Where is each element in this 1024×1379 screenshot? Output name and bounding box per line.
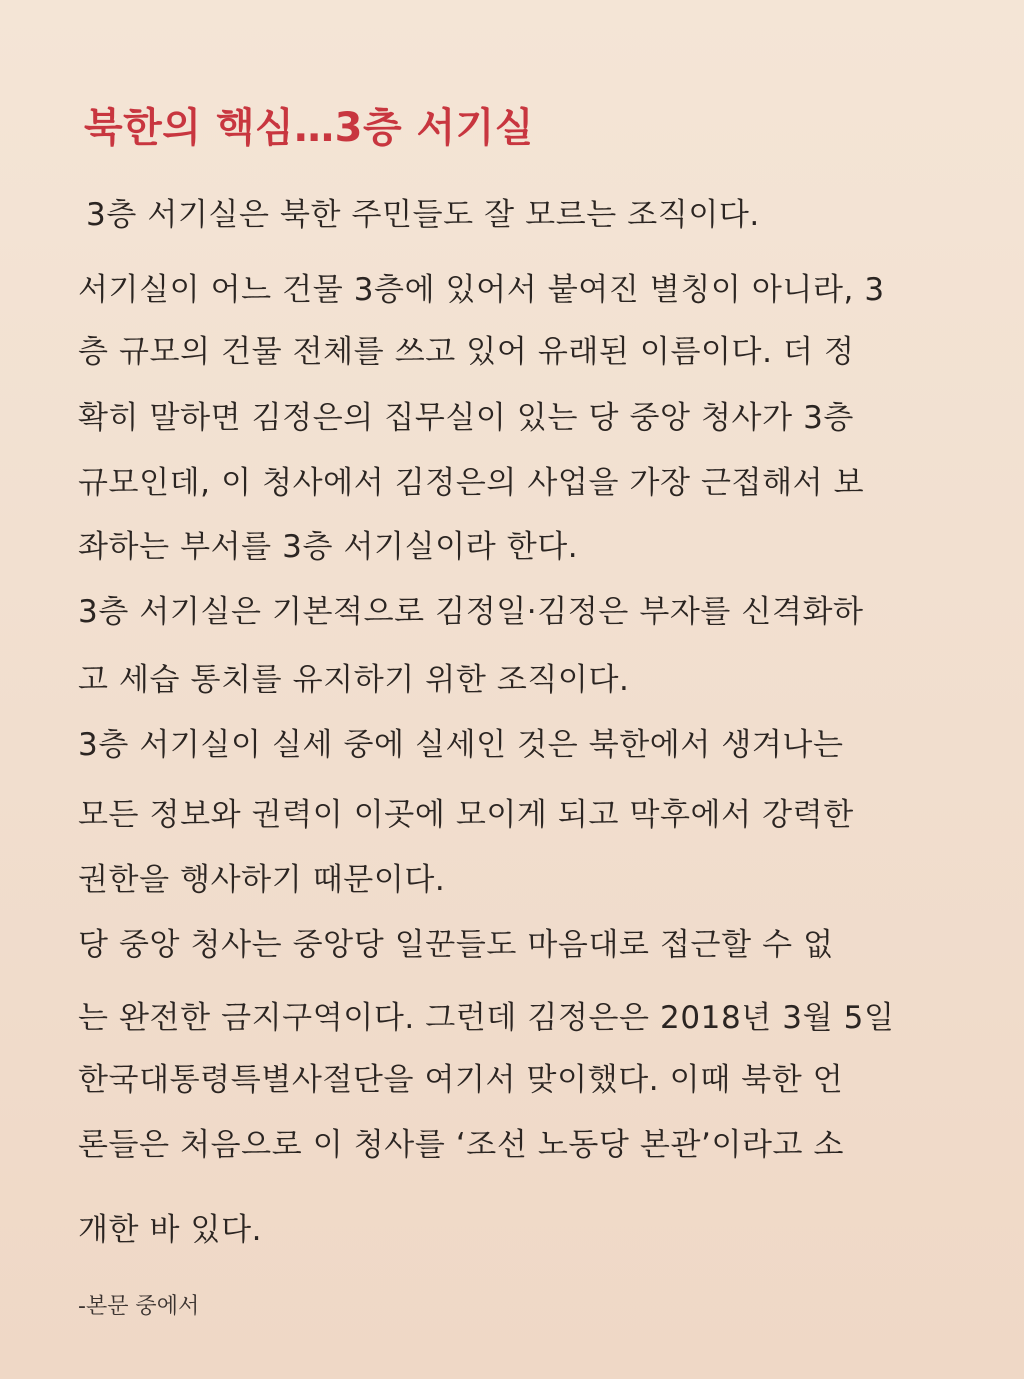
text-line: 규모인데, 이 청사에서 김정은의 사업을 가장 근접해서 보 <box>78 465 865 501</box>
text-line: 확히 말하면 김정은의 집무실이 있는 당 중앙 청사가 3층 <box>78 400 854 436</box>
text-line: 당 중앙 청사는 중앙당 일꾼들도 마음대로 접근할 수 없 <box>78 927 834 963</box>
page-title: 북한의 핵심…3층 서기실 <box>84 105 534 151</box>
text-line: 서기실이 어느 건물 3층에 있어서 붙여진 별칭이 아니라, 3 <box>78 272 885 308</box>
text-line: 3층 서기실은 북한 주민들도 잘 모르는 조직이다. <box>86 197 760 233</box>
text-line: 개한 바 있다. <box>78 1212 263 1248</box>
text-line: 는 완전한 금지구역이다. 그런데 김정은은 2018년 3월 5일 <box>78 1000 895 1036</box>
source-note: -본문 중에서 <box>78 1294 200 1319</box>
text-line: 좌하는 부서를 3층 서기실이라 한다. <box>78 529 579 565</box>
text-line: 3층 서기실이 실세 중에 실세인 것은 북한에서 생겨나는 <box>78 727 844 763</box>
text-line: 모든 정보와 권력이 이곳에 모이게 되고 막후에서 강력한 <box>78 797 854 833</box>
text-line: 3층 서기실은 기본적으로 김정일·김정은 부자를 신격화하 <box>78 594 864 630</box>
text-line: 권한을 행사하기 때문이다. <box>78 862 446 898</box>
text-line: 론들은 처음으로 이 청사를 ‘조선 노동당 본관’이라고 소 <box>78 1127 845 1163</box>
text-line: 고 세습 통치를 유지하기 위한 조직이다. <box>78 662 630 698</box>
text-line: 한국대통령특별사절단을 여기서 맞이했다. 이때 북한 언 <box>78 1062 844 1098</box>
text-line: 층 규모의 건물 전체를 쓰고 있어 유래된 이름이다. 더 정 <box>78 334 855 370</box>
